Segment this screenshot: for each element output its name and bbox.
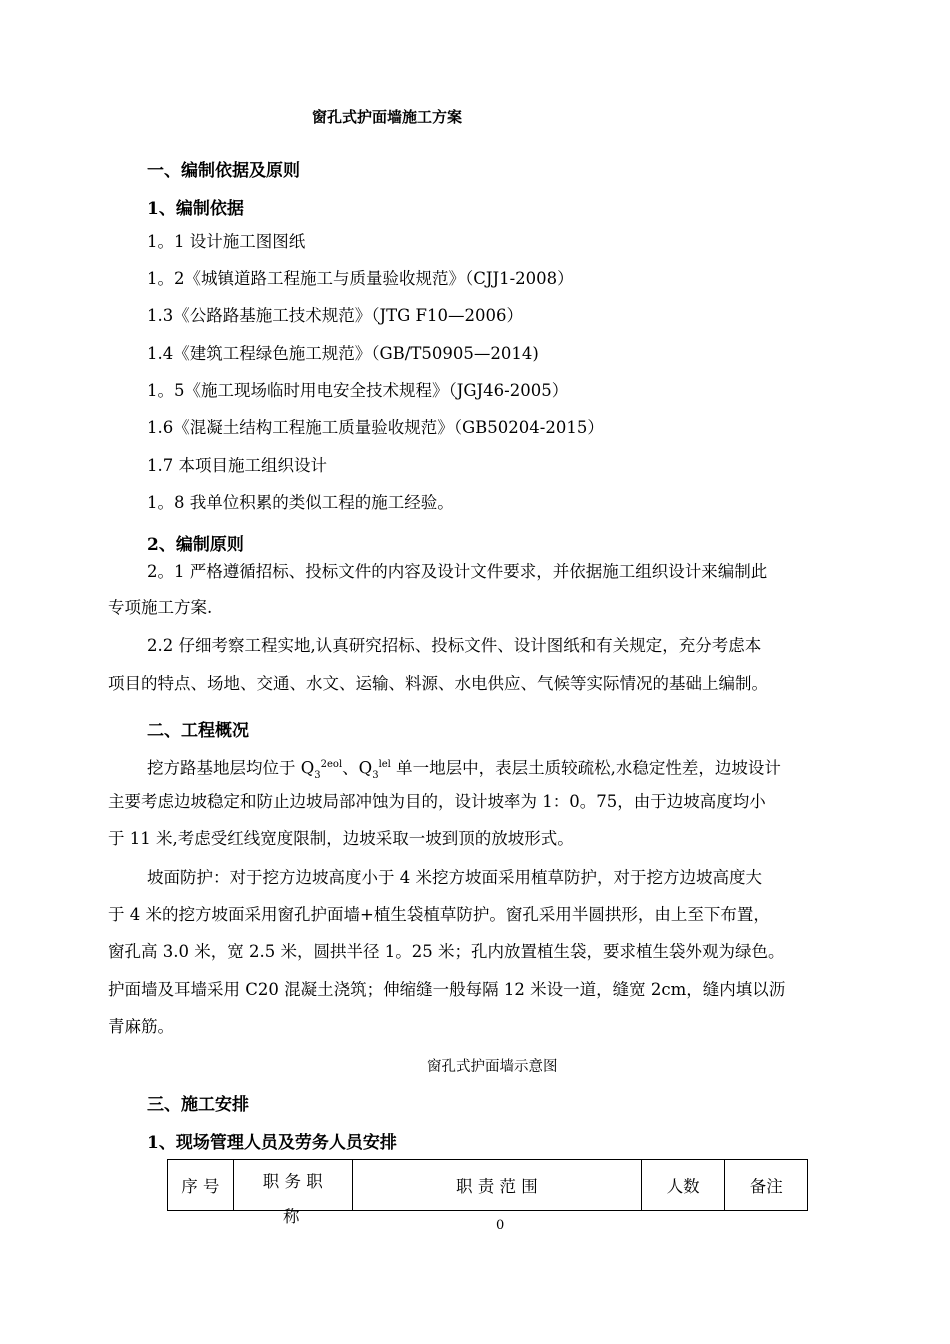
- protection-paragraph-line: 坡面防护：对于挖方边坡高度小于 4 米挖方坡面采用植草防护，对于挖方边坡高度大: [147, 868, 762, 887]
- subsection-heading-basis: 1、编制依据: [147, 199, 244, 219]
- section-heading-arrangement: 三、施工安排: [147, 1095, 249, 1115]
- stratum-subscript: 3: [372, 769, 379, 781]
- overview-text: 单一地层中，表层土质较疏松,水稳定性差，边坡设计: [390, 758, 781, 778]
- stratum-superscript: lel: [378, 759, 391, 770]
- protection-paragraph-line: 于 4 米的挖方坡面采用窗孔护面墙+植生袋植草防护。窗孔采用半圆拱形，由上至下布置，: [108, 905, 770, 924]
- principle-paragraph-line: 2。1 严格遵循招标、投标文件的内容及设计文件要求，并依据施工组织设计来编制此: [147, 562, 768, 581]
- table-header-cell: 序 号: [168, 1160, 234, 1211]
- stratum-subscript: 3: [314, 769, 321, 781]
- table-header-cell: 职 责 范 围: [352, 1160, 641, 1211]
- protection-paragraph-line: 青麻筋。: [108, 1017, 174, 1036]
- protection-paragraph-line: 窗孔高 3.0 米，宽 2.5 米，圆拱半径 1。25 米；孔内放置植生袋，要求植生袋外观为绿色。: [108, 942, 785, 961]
- document-title: 窗孔式护面墙施工方案: [312, 108, 463, 126]
- basis-item: 1。5《施工现场临时用电安全技术规程》（JGJ46-2005）: [147, 381, 569, 400]
- basis-item: 1。1 设计施工图图纸: [147, 232, 306, 251]
- basis-item: 1.3《公路路基施工技术规范》（JTG F10—2006）: [147, 306, 523, 325]
- protection-paragraph-line: 护面墙及耳墙采用 C20 混凝土浇筑；伸缩缝一般每隔 12 米设一道，缝宽 2cm，缝内填以沥: [108, 980, 786, 999]
- basis-item: 1。8 我单位积累的类似工程的施工经验。: [147, 493, 454, 512]
- overview-paragraph-line: 于 11 米,考虑受红线宽度限制，边坡采取一坡到顶的放坡形式。: [108, 829, 574, 848]
- table-header-cell: 备注: [725, 1160, 808, 1211]
- table-header-cell: 职 务 职: [233, 1160, 352, 1211]
- basis-item: 1.7 本项目施工组织设计: [147, 456, 327, 475]
- principle-paragraph-line: 专项施工方案.: [108, 598, 213, 617]
- principle-paragraph-line: 2.2 仔细考察工程实地,认真研究招标、投标文件、设计图纸和有关规定，充分考虑本: [147, 636, 762, 655]
- subsection-heading-staff: 1、现场管理人员及劳务人员安排: [147, 1133, 397, 1153]
- basis-item: 1。2《城镇道路工程施工与质量验收规范》（CJJ1-2008）: [147, 269, 574, 288]
- basis-item: 1.6《混凝土结构工程施工质量验收规范》（GB50204-2015）: [147, 418, 604, 437]
- overview-text: 、Q: [342, 758, 373, 778]
- table-header-row: [168, 1160, 808, 1211]
- staff-table: [167, 1159, 808, 1211]
- stratum-superscript: 2eol: [320, 759, 343, 770]
- overview-paragraph-line: [147, 754, 781, 787]
- section-heading-basis-principles: 一、编制依据及原则: [147, 161, 300, 181]
- basis-item: 1.4《建筑工程绿色施工规范》（GB/T50905—2014): [147, 344, 539, 363]
- section-heading-overview: 二、工程概况: [147, 721, 249, 741]
- overview-text: 挖方路基地层均位于 Q: [147, 758, 315, 778]
- principle-paragraph-line: 项目的特点、场地、交通、水文、运输、料源、水电供应、气候等实际情况的基础上编制。: [108, 674, 768, 693]
- table-header-cell: 人数: [641, 1160, 725, 1211]
- table-header-overflow-text: 称: [283, 1207, 300, 1226]
- overview-paragraph-line: 主要考虑边坡稳定和防止边坡局部冲蚀为目的，设计坡率为 1：0。75，由于边坡高度均小: [108, 792, 766, 811]
- figure-caption: 窗孔式护面墙示意图: [427, 1059, 558, 1075]
- page-number: 0: [496, 1218, 505, 1233]
- subsection-heading-principles: 2、编制原则: [147, 535, 244, 555]
